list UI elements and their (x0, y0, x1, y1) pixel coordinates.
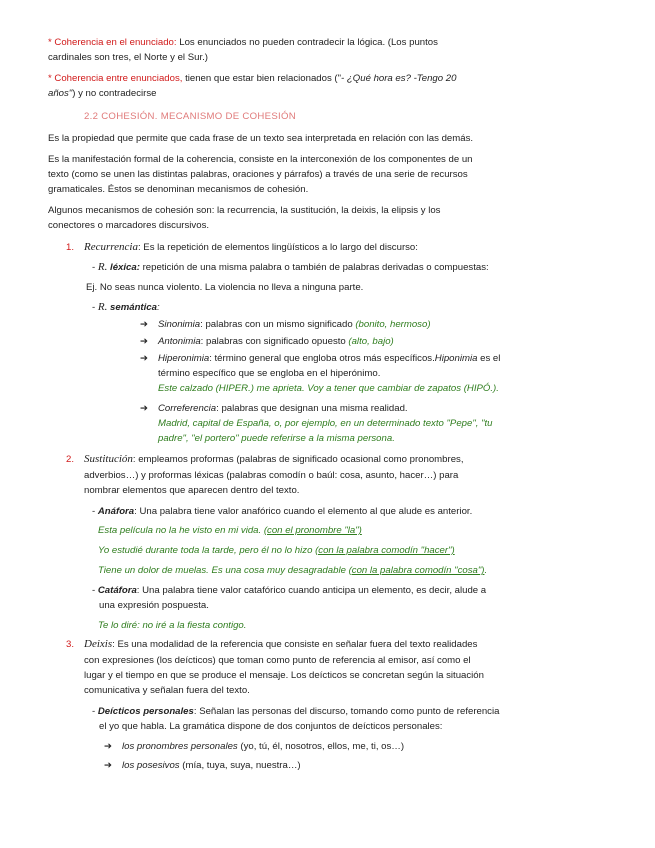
cataphora-text: : Una palabra tiene valor catafórico cuando anticipa un elemento, es decir, alude a (136, 585, 487, 596)
personal-deictics-label: Deícticos personales (97, 706, 194, 717)
possessives-text: (mía, tuya, suya, nuestra…) (179, 760, 301, 771)
example-text: Tiene un dolor de muelas. Es una cosa muy desagradable (98, 565, 349, 576)
cataphora-label: Catáfora (97, 585, 137, 596)
item-number: 2. (66, 454, 75, 465)
cataphora-line-2: una expresión pospuesta. (99, 600, 209, 611)
anaphora-label: Anáfora (97, 506, 135, 517)
synonymy-term: Sinonimia (158, 319, 201, 330)
hyperonymy-item-line-1 (140, 351, 500, 366)
example-text: Yo estudié durante toda la tarde, pero él no lo hizo (98, 545, 316, 556)
synonymy-example: (bonito, hermoso) (355, 319, 431, 330)
arrow-icon: ➔ (104, 741, 113, 752)
deixis-text: : Es una modalidad de la referencia que consiste en señalar fuera del texto realidades (112, 639, 478, 650)
semantic-recurrence-line (92, 300, 160, 315)
hyperonymy-item-line-2: término específico que se engloba en el hiperónimo. (158, 368, 381, 379)
antonymy-example: (alto, bajo) (348, 336, 394, 347)
coherence-between-text-end: ) y no contradecirse (72, 88, 157, 99)
coreference-example-line-2: padre", "el portero" puede referirse a la misma persona. (158, 433, 395, 444)
hyperonymy-text: : término general que engloba otros más específicos. (209, 353, 435, 364)
semantic-r: R. (97, 301, 108, 313)
example-note: (con la palabra comodín "hacer") (315, 545, 455, 556)
personal-pronouns-text: (yo, tú, él, nosotros, ellos, me, ti, os…) (237, 741, 405, 752)
coherence-between-line-2 (48, 86, 156, 101)
coherence-between-label: Coherencia entre enunciados, (54, 73, 183, 84)
anaphora-text: : Una palabra tiene valor anafórico cuando el elemento al que alude es anterior. (134, 506, 473, 517)
item-2-substitution-line-2: adverbios…) y proformas léxicas (palabras comodín o baúl: cosa, asunto, hacer…) para (84, 470, 459, 481)
item-3-deixis-line-2: con expresiones (los deícticos) que toman como punto de referencia al emisor, así como el (84, 655, 471, 666)
dash: - (92, 506, 96, 517)
anaphora-line (92, 504, 472, 519)
coherence-between-line-1 (48, 71, 456, 86)
lexical-recurrence-line (92, 260, 489, 275)
arrow-icon: ➔ (140, 403, 149, 414)
item-3-deixis-line-1 (66, 637, 477, 652)
semantic-colon: : (156, 302, 160, 313)
dash: - (92, 706, 96, 717)
cataphora-example: Te lo diré: no iré a la fiesta contigo. (98, 620, 247, 631)
deixis-term: Deixis (84, 638, 113, 650)
coherence-statement-line-1 (48, 35, 438, 50)
possessives-item (104, 758, 301, 773)
hyponymy-term: Hiponimia (434, 353, 478, 364)
example-note: (con el pronombre "la") (263, 525, 362, 536)
anaphora-example-1 (98, 523, 362, 538)
substitution-text: : empleamos proformas (palabras de significado ocasional como pronombres, (132, 454, 464, 465)
synonymy-item (140, 317, 431, 332)
synonymy-text: : palabras con un mismo significado (200, 319, 356, 330)
antonymy-text: : palabras con significado opuesto (200, 336, 349, 347)
intro-paragraph-2-line-2: texto (como se unen las distintas palabras, oraciones y párrafos) a través de una serie de recursos (48, 169, 468, 180)
item-3-deixis-line-3: lugar y el tiempo en que se produce el mensaje. Los deícticos se concretan según la situación (84, 670, 484, 681)
item-number: 1. (66, 242, 75, 253)
arrow-icon: ➔ (140, 353, 149, 364)
coreference-item (140, 401, 408, 416)
possessives-term: los posesivos (122, 760, 180, 771)
personal-pronouns-term: los pronombres personales (122, 741, 238, 752)
personal-deictics-line-2: el yo que habla. La gramática dispone de dos conjuntos de deícticos personales: (99, 721, 443, 732)
antonymy-item (140, 334, 394, 349)
arrow-icon: ➔ (140, 336, 149, 347)
bullet-star: * (48, 37, 52, 48)
coreference-term: Correferencia (158, 403, 217, 414)
item-1-recurrence (66, 240, 418, 255)
cataphora-line-1 (92, 583, 486, 598)
anaphora-example-3 (98, 563, 487, 578)
recurrence-text: : Es la repetición de elementos lingüísticos a lo largo del discurso: (137, 242, 418, 253)
coherence-statement-text: Los enunciados no pueden contradecir la lógica. (Los puntos (179, 37, 438, 48)
example-text: Esta película no la he visto en mi vida. (98, 525, 264, 536)
item-3-deixis-line-4: comunicativa y señalan fuera del texto. (84, 685, 250, 696)
coherence-between-example-end: años" (48, 88, 73, 99)
coreference-text: : palabras que designan una misma realidad. (216, 403, 408, 414)
personal-deictics-line-1 (92, 704, 499, 719)
intro-paragraph-3-line-1: Algunos mecanismos de cohesión son: la recurrencia, la sustitución, la deixis, la elipsis y los (48, 205, 441, 216)
arrow-icon: ➔ (140, 319, 149, 330)
section-title: 2.2 COHESIÓN. MECANISMO DE COHESIÓN (84, 111, 297, 122)
coherence-between-text: tienen que estar bien relacionados (" (185, 73, 342, 84)
anaphora-example-2 (98, 543, 455, 558)
recurrence-term: Recurrencia (84, 241, 138, 253)
personal-pronouns-item (104, 739, 404, 754)
item-2-substitution-line-3: nombrar elementos que aparecen dentro del texto. (84, 485, 300, 496)
antonymy-term: Antonimia (158, 336, 201, 347)
dash: - (92, 585, 96, 596)
lexical-example: Ej. No seas nunca violento. La violencia no lleva a ninguna parte. (86, 282, 364, 293)
lexical-text: repetición de una misma palabra o también de palabras derivadas o compuestas: (142, 262, 489, 273)
hyperonymy-term: Hiperonimia (158, 353, 210, 364)
intro-paragraph-1: Es la propiedad que permite que cada frase de un texto sea interpretada en relación con las demás. (48, 133, 474, 144)
coherence-statement-line-2: cardinales son tres, el Norte y el Sur.) (48, 52, 208, 63)
item-2-substitution-line-1 (66, 452, 464, 467)
intro-paragraph-3-line-2: conectores o marcadores discursivos. (48, 220, 210, 231)
lexical-label: léxica: (110, 262, 140, 273)
dash: - (92, 262, 96, 273)
personal-deictics-text: : Señalan las personas del discurso, tomando como punto de referencia (193, 706, 500, 717)
substitution-term: Sustitución (84, 453, 133, 465)
item-number: 3. (66, 639, 75, 650)
intro-paragraph-2-line-3: gramaticales. Éstos se denominan mecanismos de cohesión. (48, 184, 309, 195)
intro-paragraph-2-line-1: Es la manifestación formal de la coherencia, consiste en la interconexión de los componentes de un (48, 154, 473, 165)
coreference-example-line-1: Madrid, capital de España, o, por ejemplo, en un determinado texto "Pepe", "tu (158, 418, 493, 429)
example-note: (con la palabra comodín "cosa") (348, 565, 485, 576)
dash: - (92, 302, 96, 313)
coherence-between-example: - ¿Qué hora es? -Tengo 20 (341, 73, 457, 84)
lexical-r: R. (97, 261, 108, 273)
arrow-icon: ➔ (104, 760, 113, 771)
coherence-statement-label: Coherencia en el enunciado: (54, 37, 177, 48)
semantic-label: semántica (110, 302, 157, 313)
example-end: . (484, 565, 488, 576)
hyponymy-text: es el (477, 353, 501, 364)
hyperonymy-example: Este calzado (HIPER.) me aprieta. Voy a tener que cambiar de zapatos (HIPÓ.). (158, 383, 499, 394)
bullet-star: * (48, 73, 52, 84)
